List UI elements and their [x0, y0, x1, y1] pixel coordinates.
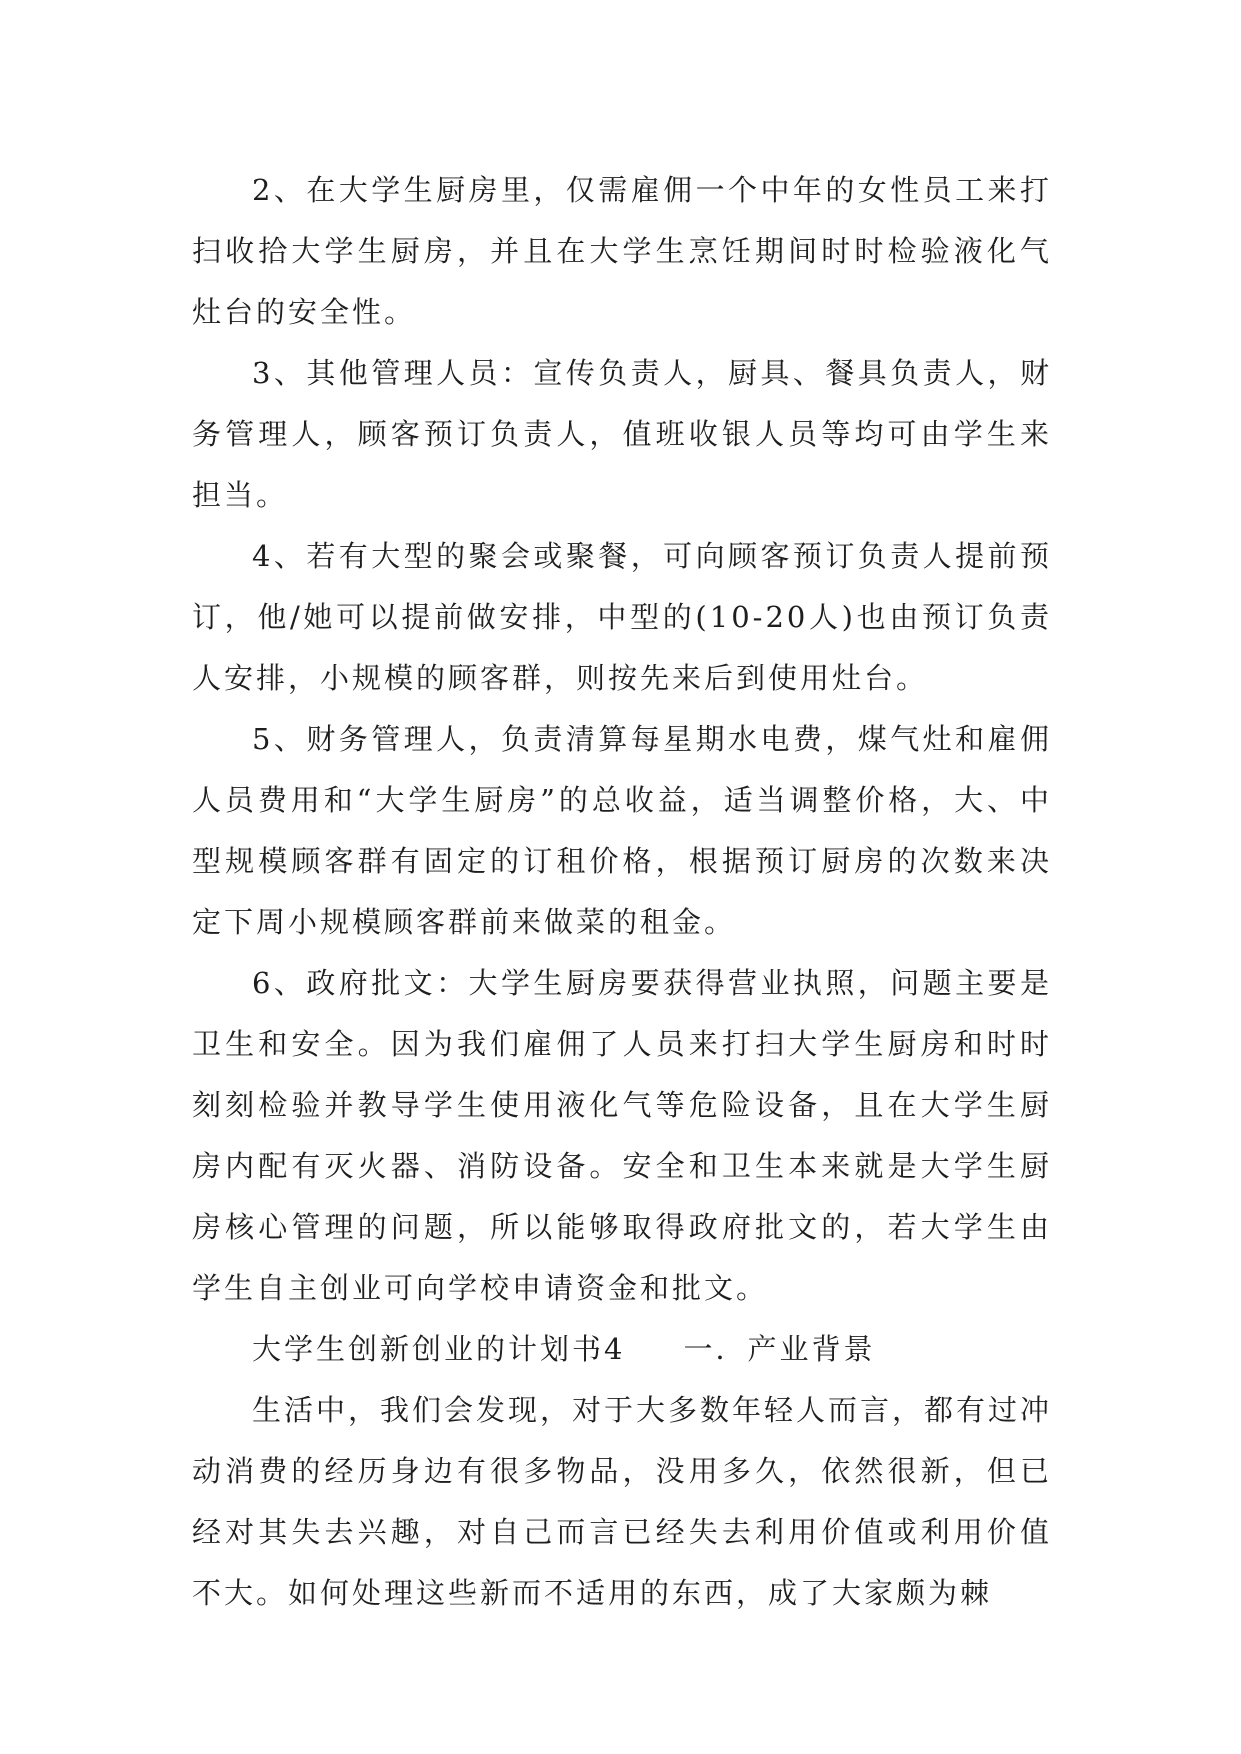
paragraph-item-5: 5、财务管理人，负责清算每星期水电费，煤气灶和雇佣人员费用和“大学生厨房”的总收益，适当调整价格，大、中型规模顾客群有固定的订租价格，根据预订厨房的次数来决定下周小规模顾客群前来做菜的租金。 — [192, 722, 1052, 939]
paragraph-industry-background: 生活中，我们会发现，对于大多数年轻人而言，都有过冲动消费的经历身边有很多物品，没用多久，依然很新，但已经对其失去兴趣，对自己而言已经失去利用价值或利用价值不大。如何处理这些新而不适用的东西，成了大家颇为棘 — [192, 1393, 1053, 1610]
paragraph-item-2: 2、在大学生厨房里，仅需雇佣一个中年的女性员工来打扫收拾大学生厨房，并且在大学生烹饪期间时时检验液化气灶台的安全性。 — [192, 173, 1052, 329]
section-subtitle: 一．产业背景 — [683, 1332, 876, 1366]
document-body — [192, 160, 1052, 1624]
section-title: 大学生创新创业的计划书4 — [252, 1332, 626, 1366]
paragraph-item-3: 3、其他管理人员：宣传负责人，厨具、餐具负责人，财务管理人，顾客预订负责人，值班收银人员等均可由学生来担当。 — [192, 356, 1052, 512]
section-heading — [192, 1319, 1052, 1380]
paragraph-item-6: 6、政府批文：大学生厨房要获得营业执照，问题主要是卫生和安全。因为我们雇佣了人员来打扫大学生厨房和时时刻刻检验并教导学生使用液化气等危险设备，且在大学生厨房内配有灭火器、消防设备。安全和卫生本来就是大学生厨房核心管理的问题，所以能够取得政府批文的，若大学生由学生自主创业可向学校申请资金和批文。 — [192, 966, 1052, 1305]
paragraph-item-4: 4、若有大型的聚会或聚餐，可向顾客预订负责人提前预订，他/她可以提前做安排，中型的(10-20人)也由预订负责人安排，小规模的顾客群，则按先来后到使用灶台。 — [192, 539, 1052, 695]
